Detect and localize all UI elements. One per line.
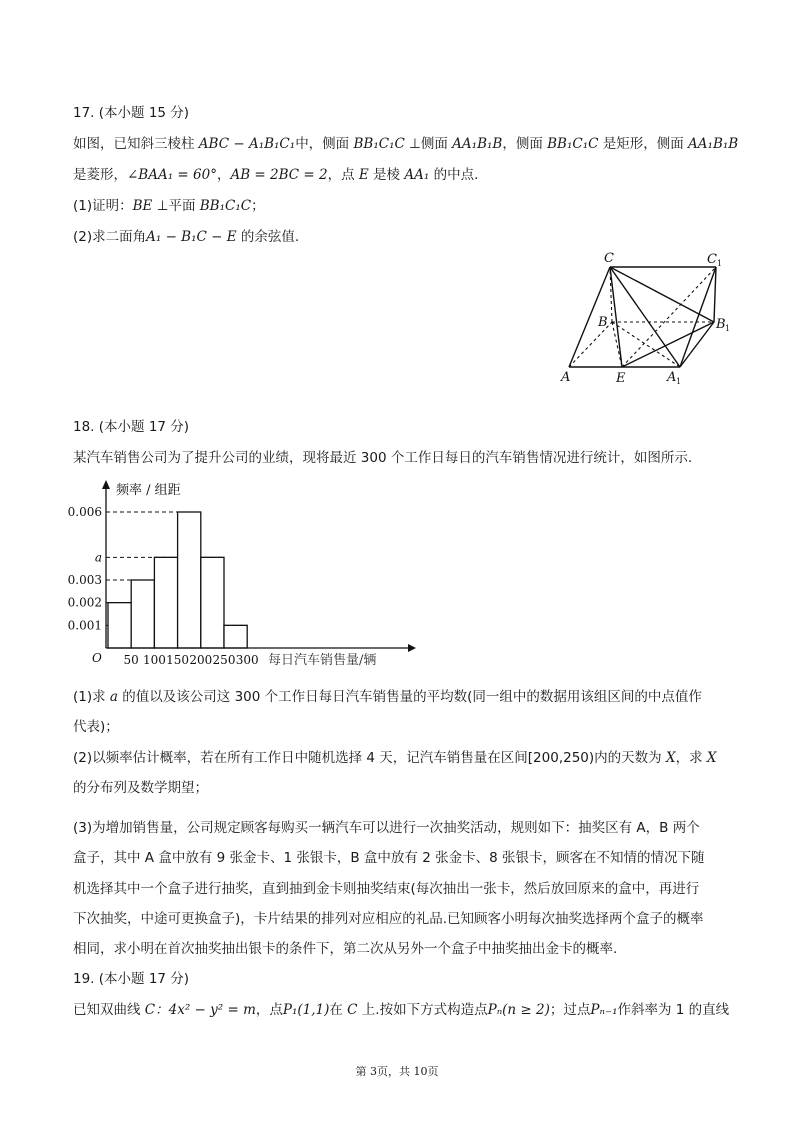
x-axis-label: 每日汽车销售量/辆 bbox=[268, 653, 377, 668]
x-tick-label-3: 200 bbox=[189, 653, 213, 667]
q18-part1-line1: (1)求 a 的值以及该公司这 300 个工作日每日汽车销售量的平均数(同一组中的数据用该组区间的中点值作 bbox=[73, 689, 702, 705]
label-B: B bbox=[598, 315, 608, 330]
x-tick-label-2: 150 bbox=[166, 653, 190, 667]
q17-part2: (2)求二面角A₁ − B₁C − E 的余弦值. bbox=[73, 229, 300, 245]
x-tick-label-5: 300 bbox=[235, 653, 259, 667]
svg-text:1: 1 bbox=[725, 324, 731, 333]
page-footer: 第 3页，共 10页 bbox=[355, 1065, 439, 1078]
q17-part1: (1)证明：BE ⊥平面 BB₁C₁C； bbox=[73, 198, 265, 214]
q18-header: 18. (本小题 17 分) bbox=[73, 419, 190, 435]
q17-header: 17. (本小题 15 分) bbox=[73, 105, 190, 121]
y-axis-arrow bbox=[102, 480, 110, 489]
q17-line2: 是菱形，∠BAA₁ = 60°，AB = 2BC = 2，点 E 是棱 AA₁ 的中点. bbox=[73, 167, 479, 183]
q18-part3-line5: 相同，求小明在首次抽奖抽出银卡的条件下，第二次从另外一个盒子中抽奖抽出金卡的概率. bbox=[73, 941, 618, 957]
y-tick-label-0: 0.001 bbox=[67, 618, 102, 633]
label-C1: C bbox=[707, 252, 717, 267]
svg-text:1: 1 bbox=[676, 377, 682, 386]
label-A: A bbox=[561, 370, 571, 385]
prism-figure bbox=[550, 245, 750, 390]
origin-label: O bbox=[92, 651, 102, 665]
q18-part3-line4: 下次抽奖，中途可更换盒子)，卡片结果的排列对应相应的礼品.已知顾客小明每次抽奖选择两个盒子的概率 bbox=[73, 911, 704, 927]
x-tick-label-0: 50 bbox=[123, 653, 139, 667]
bar-5 bbox=[224, 625, 247, 648]
prism-name: ABC − A₁B₁C₁ bbox=[198, 136, 296, 152]
q18-part3-line3: 机选择其中一个盒子进行抽奖，直到抽到金卡则抽奖结束(每次抽出一张卡，然后放回原来的盒中，再进行 bbox=[73, 881, 700, 897]
bar-4 bbox=[201, 557, 224, 648]
y-tick-label-1: 0.002 bbox=[67, 595, 102, 610]
svg-text:1: 1 bbox=[717, 259, 723, 268]
q18-part2-line1: (2)以频率估计概率，若在所有工作日中随机选择 4 天，记汽车销售量在区间[200,250)内的天数为 X，求 X bbox=[73, 750, 717, 766]
y-tick-label-4: 0.006 bbox=[67, 504, 102, 519]
q18-part3-line2: 盒子，其中 A 盒中放有 9 张金卡、1 张银卡，B 盒中放有 2 张金卡、8 张银卡，顾客在不知情的情况下随 bbox=[73, 850, 705, 866]
y-tick-label-3: a bbox=[94, 550, 102, 565]
bar-2 bbox=[154, 557, 177, 648]
q18-intro: 某汽车销售公司为了提升公司的业绩，现将最近 300 个工作日每日的汽车销售情况进行统计，如图所示. bbox=[73, 450, 693, 466]
histogram-chart bbox=[60, 474, 420, 674]
q18-part2-line2: 的分布列及数学期望； bbox=[73, 780, 208, 796]
q19-header: 19. (本小题 17 分) bbox=[73, 971, 190, 987]
y-axis-label: 频率 / 组距 bbox=[116, 483, 181, 498]
label-C: C bbox=[604, 251, 614, 266]
bar-1 bbox=[131, 580, 154, 648]
bar-3 bbox=[178, 512, 201, 648]
q18-part3-line1: (3)为增加销售量，公司规定顾客每购买一辆汽车可以进行一次抽奖活动，规则如下：抽奖区有 A，B 两个 bbox=[73, 820, 700, 836]
y-tick-label-2: 0.003 bbox=[67, 572, 102, 587]
q19-line1: 已知双曲线 C：4x² − y² = m，点P₁(1,1)在 C 上.按如下方式构造点Pₙ(n ≥ 2)；过点Pₙ₋₁作斜率为 1 的直线 bbox=[73, 1002, 730, 1018]
x-tick-label-4: 250 bbox=[212, 653, 236, 667]
q18-part1-line2: 代表)； bbox=[73, 719, 119, 735]
bar-0 bbox=[108, 603, 131, 648]
label-A1: A bbox=[667, 370, 677, 385]
x-tick-label-1: 100 bbox=[142, 653, 166, 667]
label-B1: B bbox=[716, 317, 726, 332]
x-axis-arrow bbox=[408, 644, 416, 652]
q17-line1: 如图，已知斜三棱柱 ABC − A₁B₁C₁中，侧面 BB₁C₁C ⊥侧面 AA₁B₁B，侧面 BB₁C₁C 是矩形，侧面 AA₁B₁B bbox=[73, 136, 739, 152]
label-E: E bbox=[616, 371, 626, 386]
